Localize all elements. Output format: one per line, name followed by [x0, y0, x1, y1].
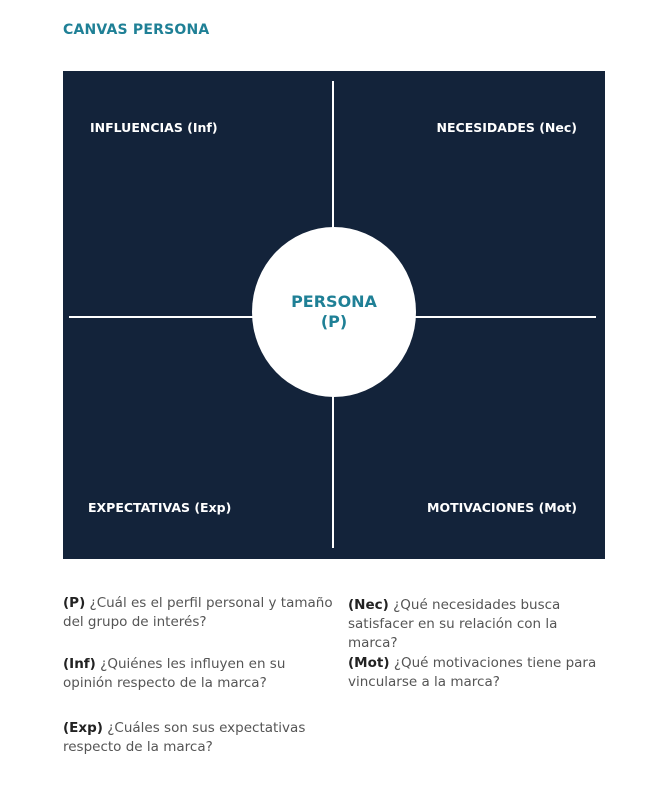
question-influencias-text: ¿Quiénes les influyen en su opinión respecto de la marca? [63, 656, 286, 691]
question-motivaciones-text: ¿Qué motivaciones tiene para vincularse a la marca? [348, 655, 597, 690]
quadrant-necesidades-label: NECESIDADES (Nec) [436, 120, 577, 135]
persona-center-code: (P) [320, 312, 348, 331]
quadrant-motivaciones-label: MOTIVACIONES (Mot) [427, 500, 577, 515]
question-motivaciones-code: (Mot) [348, 655, 390, 671]
question-persona-text: ¿Cuál es el perfil personal y tamaño del grupo de interés? [63, 595, 333, 630]
question-expectativas-text: ¿Cuáles son sus expectativas respecto de la marca? [63, 720, 306, 755]
page-title: CANVAS PERSONA [63, 22, 210, 38]
question-persona-code: (P) [63, 595, 86, 611]
question-influencias [63, 655, 333, 693]
persona-center-label: PERSONA [291, 292, 377, 311]
persona-center-circle [252, 227, 416, 397]
question-expectativas [63, 719, 333, 757]
question-expectativas-code: (Exp) [63, 720, 103, 736]
quadrant-expectativas-label: EXPECTATIVAS (Exp) [88, 500, 232, 515]
quadrant-influencias-label: INFLUENCIAS (Inf) [90, 120, 218, 135]
question-persona [63, 594, 333, 632]
question-necesidades [348, 596, 608, 653]
question-necesidades-text: ¿Qué necesidades busca satisfacer en su relación con la marca? [348, 597, 561, 651]
persona-canvas [63, 71, 605, 559]
question-influencias-code: (Inf) [63, 656, 96, 672]
question-necesidades-code: (Nec) [348, 597, 389, 613]
question-motivaciones [348, 654, 608, 692]
